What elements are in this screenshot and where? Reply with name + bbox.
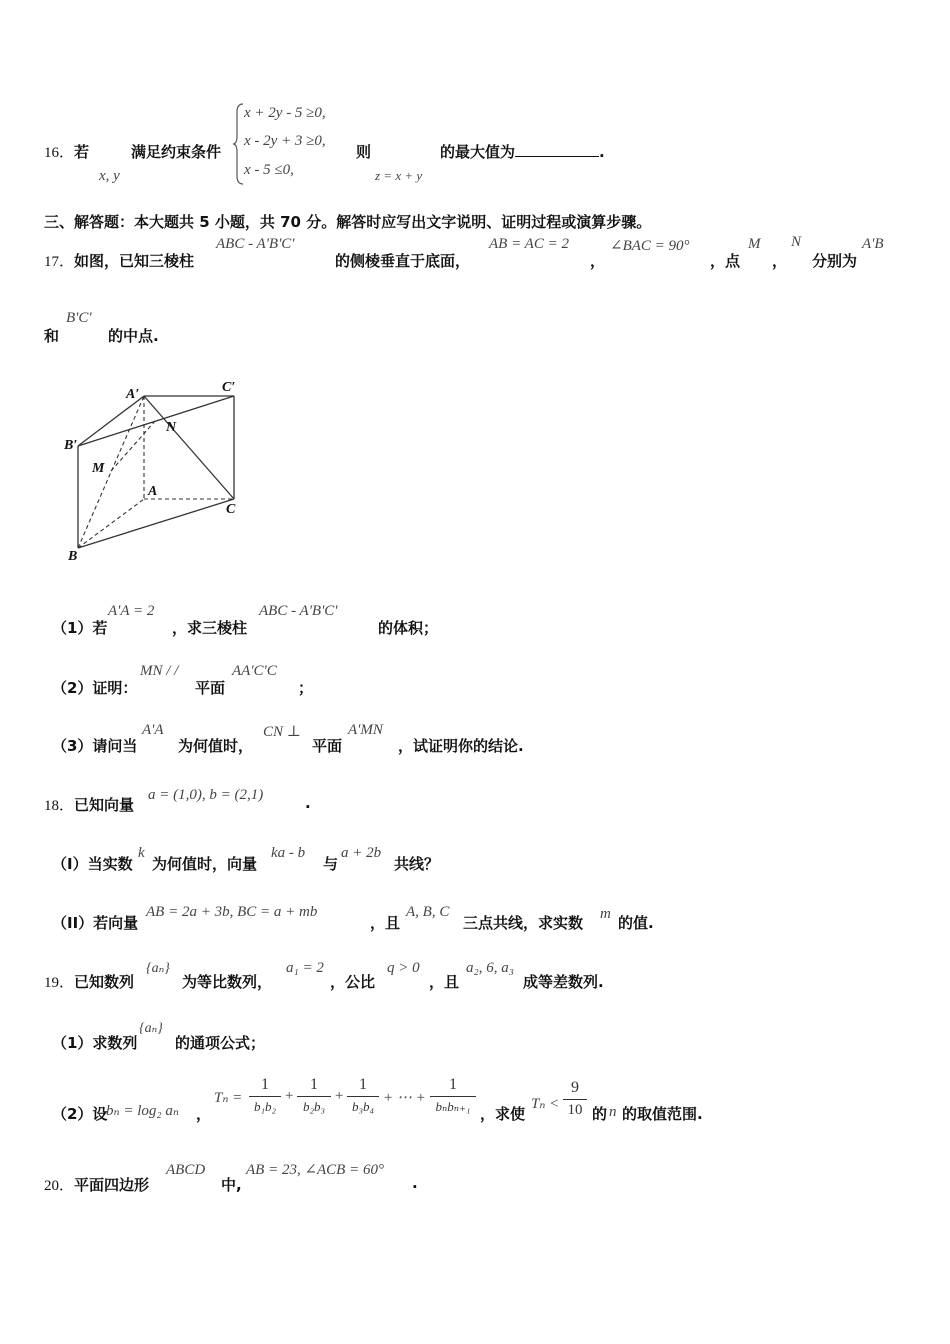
label-M: M xyxy=(92,461,105,476)
q20-cond: AB = 23, ∠ACB = 60° xyxy=(246,1162,384,1178)
q17-side: 的侧棱垂直于底面， xyxy=(335,252,471,270)
q18-intro: 已知向量 xyxy=(74,796,135,814)
q19-seq: {aₙ} xyxy=(146,961,170,976)
q16-vars: x, y xyxy=(99,168,120,184)
fraction-2: 1 b₂b₃ xyxy=(297,1076,331,1115)
q17-sep: ， xyxy=(772,252,788,270)
q17-p3-mid: 为何值时， xyxy=(178,737,254,755)
q17-dian: ，点 xyxy=(710,252,741,270)
q18-vectors: a = (1,0), b = (2,1) xyxy=(148,787,264,803)
q18-p1-vec1: ka - b xyxy=(271,845,306,861)
q18-p2-points: A, B, C xyxy=(406,904,450,920)
q17-p3-obj: A'MN xyxy=(348,722,383,738)
q17-p1-label: （1）若 xyxy=(52,619,108,637)
q18-p1-mid: 为何值时，向量 xyxy=(152,855,258,873)
q16-number: 16． xyxy=(44,145,75,161)
q16-tail: 的最大值为 xyxy=(440,143,516,161)
q19-p1-seq: {aₙ} xyxy=(139,1021,163,1036)
q16-ruo: 若 xyxy=(74,143,90,161)
fraction-1: 1 b₁b₂ xyxy=(249,1076,281,1115)
q18-p2-end: 的值. xyxy=(618,914,654,932)
label-B: B xyxy=(68,549,78,564)
q20-quad: ABCD xyxy=(166,1162,206,1178)
fraction-3: 1 b₃b₄ xyxy=(347,1076,379,1115)
q20-end: . xyxy=(412,1174,418,1192)
q19-p1-label: （1）求数列 xyxy=(52,1034,138,1052)
q17-number: 17． xyxy=(44,254,75,270)
q19-p2-ask: ，求使 xyxy=(480,1105,526,1123)
q20-intro: 平面四边形 xyxy=(74,1176,150,1194)
q17-p2-label: （2）证明： xyxy=(52,679,138,697)
q17-p2-end: ； xyxy=(298,679,314,697)
q19-number: 19． xyxy=(44,975,75,991)
q18-p1-yu: 与 xyxy=(323,855,339,873)
q19-end: 成等差数列. xyxy=(523,973,604,991)
q17-intro: 如图，已知三棱柱 xyxy=(74,252,195,270)
q20-zhong: 中, xyxy=(221,1176,242,1194)
q17-p3-expr: CN ⊥ xyxy=(263,724,301,740)
q19-p2-b: bₙ = log₂ aₙ xyxy=(106,1103,179,1119)
q19-p2-de: 的 xyxy=(592,1105,608,1123)
q18-p1-label: （I）当实数 xyxy=(52,855,133,873)
q18-p2-m: m xyxy=(600,906,611,922)
q17-p3-plane: 平面 xyxy=(312,737,343,755)
q16-answer-blank xyxy=(515,142,599,157)
q17-p1-eq: A'A = 2 xyxy=(108,603,155,619)
q18-p1-end: 共线？ xyxy=(394,855,440,873)
q19-q: q > 0 xyxy=(387,960,420,976)
q19-p2-ineq: Tₙ < xyxy=(531,1096,560,1112)
q19-a1: a₁ = 2 xyxy=(286,960,324,976)
q17-p3-label: （3）请问当 xyxy=(52,737,138,755)
q17-p1-end: 的体积； xyxy=(378,619,439,637)
q16-ze: 则 xyxy=(356,143,372,161)
q18-end: . xyxy=(305,794,311,812)
q19-qie: ，且 xyxy=(429,973,460,991)
q17-prism: ABC - A'B'C' xyxy=(216,236,295,252)
q18-p2-mid: 三点共线，求实数 xyxy=(463,914,584,932)
q19-p2-end: 的取值范围. xyxy=(622,1105,703,1123)
q17-angle: ∠BAC = 90° xyxy=(610,238,690,254)
q17-eq1: AB = AC = 2 xyxy=(489,236,569,252)
fraction-4: 1 bₙbₙ₊₁ xyxy=(430,1076,476,1115)
q18-p2-label: （II）若向量 xyxy=(52,914,139,932)
q19-p2-n: n xyxy=(609,1104,617,1120)
label-B1: B′ xyxy=(64,438,78,453)
q17-p2-expr: MN / / xyxy=(140,663,179,679)
q17-segment-BC: B'C' xyxy=(66,310,92,326)
q17-fenbie: 分别为 xyxy=(812,252,858,270)
fraction-5: 9 10 xyxy=(563,1079,587,1119)
q17-mid: 的中点. xyxy=(108,327,159,345)
label-A: A xyxy=(148,484,158,499)
q18-p1-vec2: a + 2b xyxy=(341,845,382,861)
q17-he: 和 xyxy=(44,327,60,345)
q16-constraint-1: x + 2y - 5 ≥0, xyxy=(244,105,326,121)
q19-geo: 为等比数列， xyxy=(182,973,273,991)
q16-constraint-3: x - 5 ≤0, xyxy=(244,162,294,178)
label-A1: A′ xyxy=(126,387,140,402)
q19-p2-label: （2）设 xyxy=(52,1105,108,1123)
label-C1: C′ xyxy=(222,380,236,395)
q17-p1-mid: ，求三棱柱 xyxy=(172,619,248,637)
q19-ratio: ，公比 xyxy=(330,973,376,991)
q18-p1-k: k xyxy=(138,845,145,861)
q18-p2-qie: ，且 xyxy=(370,914,401,932)
q17-p1-prism: ABC - A'B'C' xyxy=(259,603,338,619)
q17-p3-end: ，试证明你的结论. xyxy=(398,737,524,755)
q17-p2-plane: 平面 xyxy=(195,679,226,697)
q17-comma1: ， xyxy=(590,252,606,270)
q19-intro: 已知数列 xyxy=(74,973,135,991)
label-N: N xyxy=(166,420,177,435)
q16-constraint-2: x - 2y + 3 ≥0, xyxy=(244,133,326,149)
q19-p1-end: 的通项公式； xyxy=(175,1034,266,1052)
q19-p2-T: Tₙ = xyxy=(214,1090,243,1106)
q16-objective: z = x + y xyxy=(375,168,423,183)
q19-terms: a₂, 6, a₃ xyxy=(466,960,514,976)
q17-p3-var: A'A xyxy=(142,722,164,738)
q19-dots: + ⋯ + xyxy=(383,1090,426,1106)
q20-number: 20． xyxy=(44,1178,75,1194)
q19-p2-comma: ， xyxy=(196,1105,212,1123)
q16-period: . xyxy=(599,143,605,161)
q17-point-N: N xyxy=(791,234,802,250)
q18-number: 18． xyxy=(44,798,75,814)
q18-p2-vectors: AB = 2a + 3b, BC = a + mb xyxy=(146,904,318,920)
q16-cond-label: 满足约束条件 xyxy=(131,143,222,161)
q17-segment-AB: A'B xyxy=(862,236,884,252)
q17-p2-obj: AA'C'C xyxy=(232,663,277,679)
prism-figure xyxy=(60,376,260,566)
section3-heading: 三、解答题：本大题共 5 小题，共 70 分。解答时应写出文字说明、证明过程或演算步骤。 xyxy=(44,213,652,231)
label-C: C xyxy=(226,502,236,517)
q17-point-M: M xyxy=(748,236,761,252)
